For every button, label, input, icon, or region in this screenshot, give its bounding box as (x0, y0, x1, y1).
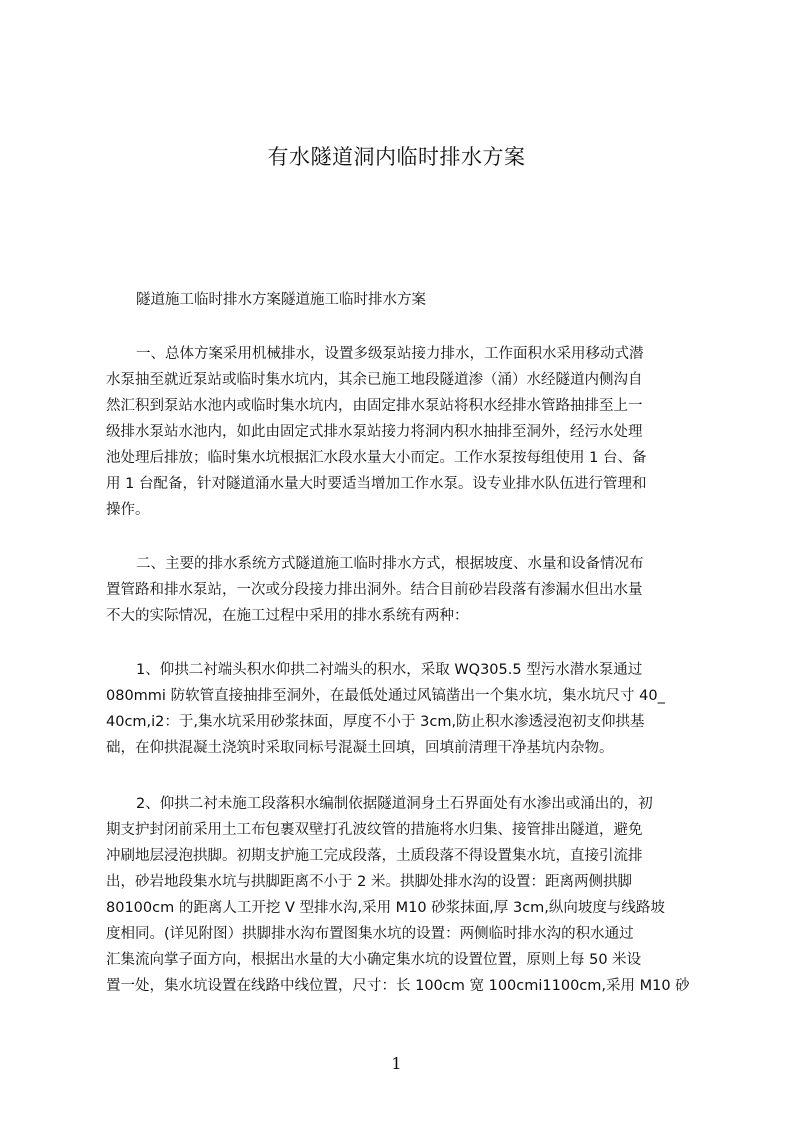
paragraph-invert-water (106, 657, 702, 761)
paragraph-unconstructed-section (106, 791, 702, 999)
paragraph-line: 不大的实际情况，在施工过程中采用的排水系统有两种： (106, 608, 469, 624)
page-number: 1 (391, 1054, 402, 1073)
paragraph-line: 80100cm 的距离人工开挖 V 型排水沟,采用 M10 砂浆抹面,厚 3cm,纵向坡度与线路坡 (106, 900, 665, 916)
paragraph-line: 用 1 台配备，针对隧道涌水量大时要适当增加工作水泵。设专业排水队伍进行管理和 (106, 476, 647, 492)
paragraph-drainage-system (106, 551, 702, 629)
paragraph-line: 2、仰拱二衬未施工段落积水编制依据隧道洞身土石界面处有水渗出或涌出的，初 (136, 796, 653, 812)
paragraph-line: 池处理后排放；临时集水坑根据汇水段水量大小而定。工作水泵按每组使用 1 台、备 (106, 450, 647, 466)
document-subtitle: 隧道施工临时排水方案隧道施工临时排水方案 (136, 292, 426, 308)
paragraph-line: 水泵抽至就近泵站或临时集水坑内，其余已施工地段隧道渗（涌）水经隧道内侧沟自 (106, 372, 643, 388)
paragraph-line: 080mmi 防软管直接抽排至洞外，在最低处通过风镐凿出一个集水坑，集水坑尺寸 40_ (106, 688, 665, 704)
paragraph-line: 冲刷地层浸泡拱脚。初期支护施工完成段落，土质段落不得设置集水坑，直接引流排 (106, 848, 643, 864)
paragraph-line: 度相同。(详见附图）拱脚排水沟布置图集水坑的设置：两侧临时排水沟的积水通过 (106, 926, 634, 942)
paragraph-line: 然汇积到泵站水池内或临时集水坑内，由固定排水泵站将积水经排水管路抽排至上一 (106, 398, 643, 414)
paragraph-line: 二、主要的排水系统方式隧道施工临时排水方式，根据坡度、水量和设备情况布 (136, 556, 644, 572)
paragraph-line: 置管路和排水泵站，一次或分段接力排出洞外。结合目前砂岩段落有渗漏水但出水量 (106, 582, 643, 598)
paragraph-line: 出，砂岩地段集水坑与拱脚距离不小于 2 米。拱脚处排水沟的设置：距离两侧拱脚 (106, 874, 632, 890)
paragraph-line: 汇集流向掌子面方向，根据出水量的大小确定集水坑的设置位置，原则上每 50 米设 (106, 952, 642, 968)
paragraph-line: 40cm,i2：于,集水坑采用砂浆抹面，厚度不小于 3cm,防止积水渗透浸泡初支仰拱基 (106, 714, 645, 730)
paragraph-line: 期支护封闭前采用土工布包裹双壁打孔波纹管的措施将水归集、接管排出隧道，避免 (106, 822, 643, 838)
paragraph-line: 一、总体方案采用机械排水，设置多级泵站接力排水，工作面积水采用移动式潜 (136, 346, 644, 362)
paragraph-line: 础，在仰拱混凝土浇筑时采取同标号混凝土回填，回填前清理干净基坑内杂物。 (106, 740, 614, 756)
document-title: 有水隧道洞内临时排水方案 (267, 145, 526, 169)
paragraph-overall-plan (106, 341, 702, 523)
paragraph-line: 级排水泵站水池内，如此由固定式排水泵站接力将洞内积水抽排至洞外，经污水处理 (106, 424, 643, 440)
paragraph-line: 操作。 (106, 502, 150, 518)
paragraph-line: 1、仰拱二衬端头积水仰拱二衬端头的积水，采取 WQ305.5 型污水潜水泵通过 (136, 662, 643, 678)
paragraph-line: 置一处，集水坑设置在线路中线位置，尺寸：长 100cm 宽 100cmi1100cm,采用 M10 砂 (106, 978, 690, 994)
